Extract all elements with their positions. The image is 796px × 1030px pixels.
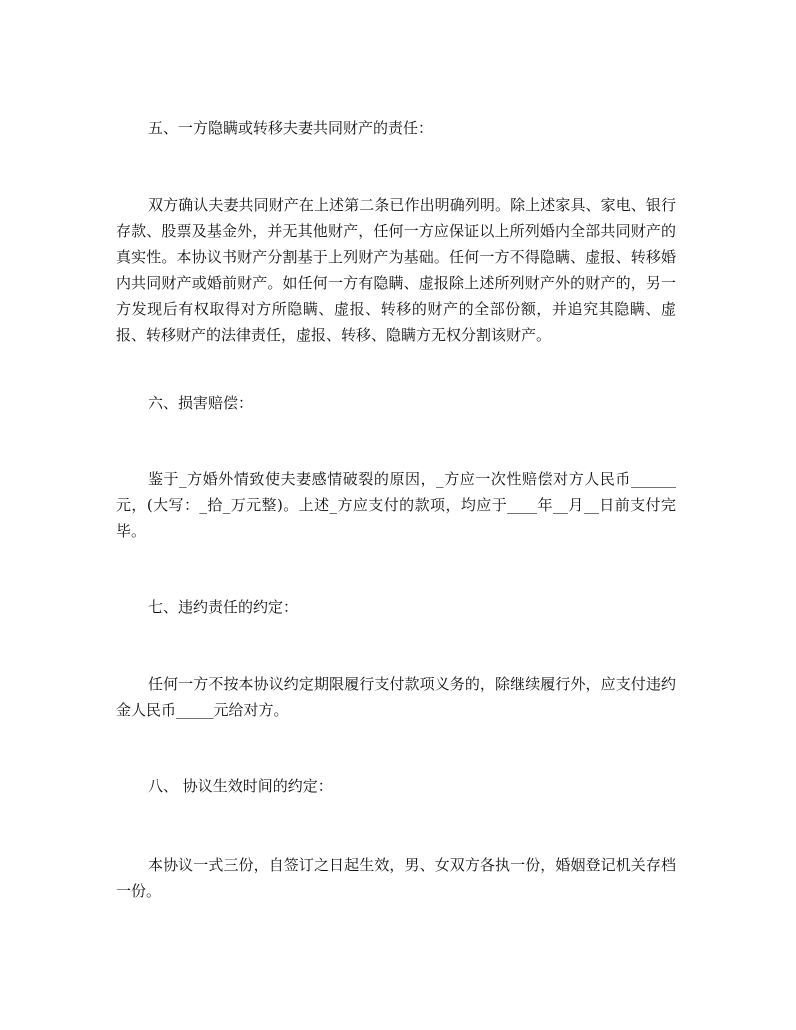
section-heading-6: 六、损害赔偿： xyxy=(148,394,254,412)
section-body-8: 本协议一式三份，自签订之日起生效，男、女双方各执一份，婚姻登记机关存档一份。 xyxy=(116,856,676,900)
section-body-5: 双方确认夫妻共同财产在上述第二条已作出明确列明。除上述家具、家电、银行存款、股票及基金外，并无其他财产，任何一方应保证以上所列婚内全部共同财产的真实性。本协议书财产分割基于上列财产为基础。任何一方不得隐瞒、虚报、转移婚内共同财产或婚前财产。如任何一方有隐瞒、虚报除上述所列财产外的财产的，另一方发现后有权取得对方所隐瞒、虚报、转移的财产的全部份额，并追究其隐瞒、虚报、转移财产的法律责任，虚报、转移、隐瞒方无权分割该财产。 xyxy=(116,196,676,344)
section-heading-8: 八、 协议生效时间的约定： xyxy=(148,777,333,795)
section-heading-7: 七、违约责任的约定： xyxy=(148,598,299,616)
section-body-7: 任何一方不按本协议约定期限履行支付款项义务的，除继续履行外，应支付违约金人民币_____元给对方。 xyxy=(116,675,676,719)
section-heading-5: 五、一方隐瞒或转移夫妻共同财产的责任： xyxy=(148,119,434,137)
section-body-6: 鉴于_方婚外情致使夫妻感情破裂的原因，_方应一次性赔偿对方人民币______元，(大写：_拾_万元整)。上述_方应支付的款项，均应于____年__月__日前支付完毕。 xyxy=(116,470,676,540)
